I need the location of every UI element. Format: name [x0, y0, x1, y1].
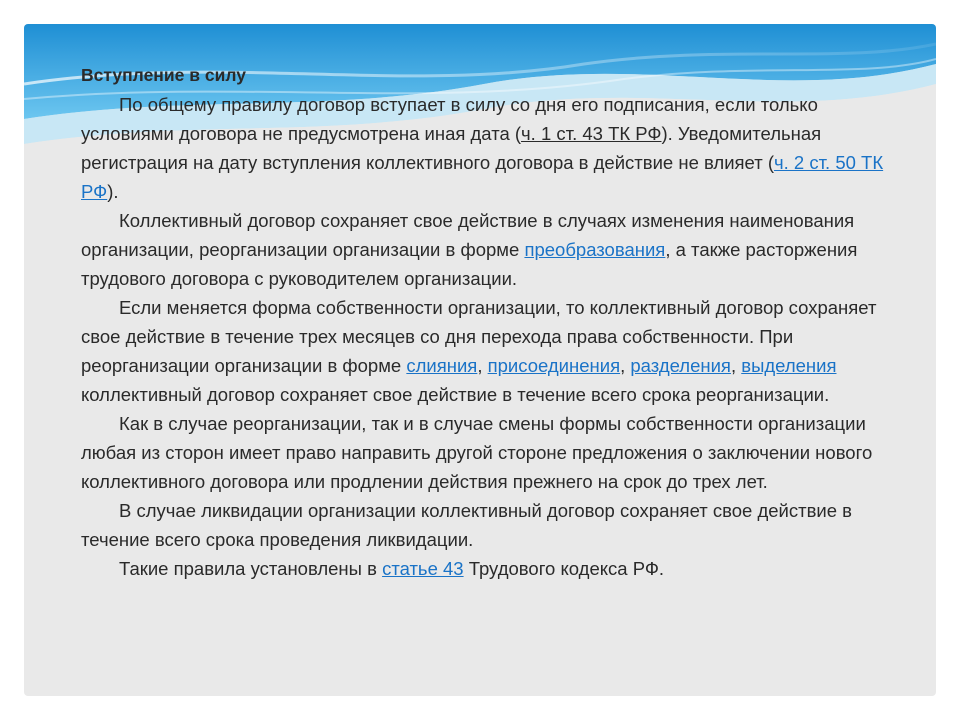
- link-article-43[interactable]: статье 43: [382, 558, 464, 579]
- text: , а также расторжения трудового договора с руководителем организации.: [81, 239, 858, 289]
- document-body: [81, 61, 901, 583]
- link-transformation[interactable]: преобразования: [524, 239, 666, 260]
- section-heading: Вступление в силу: [81, 65, 246, 85]
- text: ). Уведомительная регистрация на дату вступления коллективного договора в действие не влияет (: [81, 123, 822, 173]
- text: Коллективный договор сохраняет свое действие в случаях изменения наименования организации, реорганизации организации в форме: [81, 210, 855, 260]
- slide: [24, 24, 936, 696]
- link-merger[interactable]: слияния: [406, 355, 478, 376]
- paragraph-reorganization-transform: [81, 206, 901, 293]
- law-link-art43-part1[interactable]: ч. 1 ст. 43 ТК РФ: [521, 123, 662, 144]
- text: коллективный договор сохраняет свое действие в течение всего срока реорганизации.: [81, 384, 830, 405]
- paragraph-new-agreement: Как в случае реорганизации, так и в случае смены формы собственности организации любая из сторон имеет право направить другой стороне предложения о заключении нового коллективного договора или продлении действия прежнего на срок до трех лет.: [81, 413, 873, 492]
- text: Такие правила установлены в: [119, 558, 383, 579]
- law-link-art50-part2[interactable]: ч. 2 ст. 50 ТК РФ: [81, 152, 884, 202]
- paragraph-liquidation: В случае ликвидации организации коллективный договор сохраняет свое действие в течение всего срока проведения ликвидации.: [81, 500, 853, 550]
- text: Если меняется форма собственности организации, то коллективный договор сохраняет свое действие в течение трех месяцев со дня перехода права собственности. При реорганизации организации в форме: [81, 297, 877, 376]
- text: ).: [107, 181, 119, 202]
- link-separation[interactable]: выделения: [741, 355, 837, 376]
- link-division[interactable]: разделения: [630, 355, 731, 376]
- paragraph-ownership-change: [81, 293, 901, 409]
- text: По общему правилу договор вступает в силу со дня его подписания, если только условиями договора не предусмотрена иная дата (: [81, 94, 818, 144]
- paragraph-entry-into-force: [81, 90, 901, 206]
- text: ,: [730, 355, 742, 376]
- paragraph-rules-source: [81, 554, 901, 583]
- text: ,: [477, 355, 488, 376]
- text: Трудового кодекса РФ.: [463, 558, 665, 579]
- link-accession[interactable]: присоединения: [487, 355, 621, 376]
- text: ,: [620, 355, 631, 376]
